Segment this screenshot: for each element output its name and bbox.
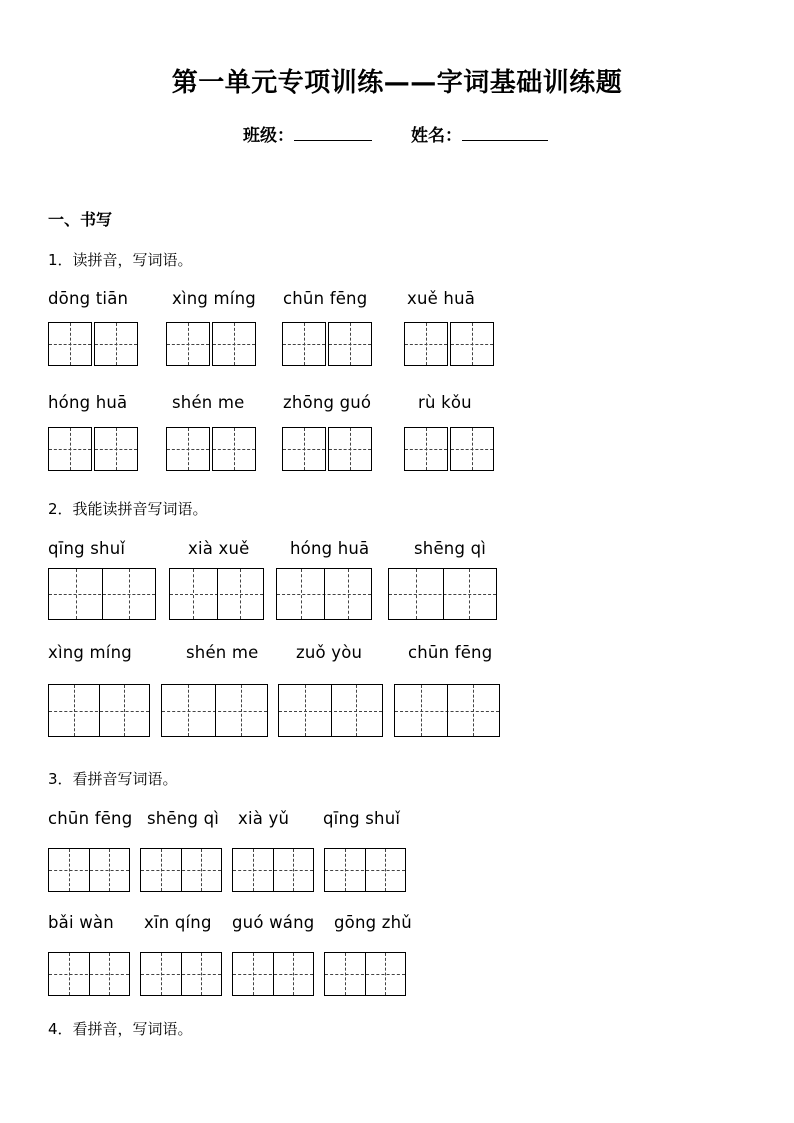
writing-grid[interactable] <box>48 568 156 620</box>
pinyin-label: shén me <box>186 643 259 662</box>
pinyin-label: xuě huā <box>407 289 476 308</box>
pinyin-label: gōng zhǔ <box>334 913 412 932</box>
writing-grid[interactable] <box>324 952 406 996</box>
class-blank[interactable] <box>294 124 372 141</box>
pinyin-label: qīng shuǐ <box>323 809 401 828</box>
writing-grid[interactable] <box>48 952 130 996</box>
pinyin-label: rù kǒu <box>418 393 472 412</box>
page-title: 第一单元专项训练——字词基础训练题 <box>171 68 623 98</box>
section-heading: 一、书写 <box>48 210 113 229</box>
pinyin-label: chūn fēng <box>48 809 133 828</box>
pinyin-label: shēng qì <box>147 809 220 828</box>
pinyin-label: chūn fēng <box>283 289 368 308</box>
question-1-prompt: 1．读拼音，写词语。 <box>48 251 193 269</box>
name-label: 姓名： <box>411 126 462 146</box>
pinyin-label: guó wáng <box>232 913 315 932</box>
writing-grid[interactable] <box>278 684 383 737</box>
class-field <box>243 121 372 146</box>
writing-grid[interactable] <box>404 322 494 366</box>
writing-grid[interactable] <box>404 427 494 471</box>
writing-grid[interactable] <box>140 848 222 892</box>
pinyin-label: zhōng guó <box>283 393 372 412</box>
writing-grid[interactable] <box>161 684 268 737</box>
pinyin-label: dōng tiān <box>48 289 129 308</box>
writing-grid[interactable] <box>388 568 497 620</box>
pinyin-label: xià yǔ <box>238 809 290 828</box>
name-field <box>411 121 548 146</box>
question-4-prompt: 4．看拼音，写词语。 <box>48 1020 193 1038</box>
writing-grid[interactable] <box>232 848 314 892</box>
question-2-prompt: 2．我能读拼音写词语。 <box>48 500 208 518</box>
pinyin-label: shēng qì <box>414 539 487 558</box>
pinyin-label: chūn fēng <box>408 643 493 662</box>
name-blank[interactable] <box>462 124 548 141</box>
writing-grid[interactable] <box>48 684 150 737</box>
writing-grid[interactable] <box>48 848 130 892</box>
pinyin-label: shén me <box>172 393 245 412</box>
question-3-prompt: 3．看拼音写词语。 <box>48 770 178 788</box>
pinyin-label: xìng míng <box>48 643 132 662</box>
writing-grid[interactable] <box>394 684 500 737</box>
pinyin-label: xià xuě <box>188 539 250 558</box>
pinyin-label: bǎi wàn <box>48 913 114 932</box>
writing-grid[interactable] <box>166 322 256 366</box>
writing-grid[interactable] <box>276 568 372 620</box>
pinyin-label: hóng huā <box>48 393 128 412</box>
pinyin-label: xìng míng <box>172 289 256 308</box>
writing-grid[interactable] <box>48 427 138 471</box>
pinyin-label: hóng huā <box>290 539 370 558</box>
writing-grid[interactable] <box>166 427 256 471</box>
class-label: 班级： <box>243 126 294 146</box>
pinyin-label: zuǒ yòu <box>296 643 363 662</box>
writing-grid[interactable] <box>169 568 264 620</box>
writing-grid[interactable] <box>232 952 314 996</box>
pinyin-label: xīn qíng <box>144 913 212 932</box>
pinyin-label: qīng shuǐ <box>48 539 126 558</box>
writing-grid[interactable] <box>282 322 372 366</box>
writing-grid[interactable] <box>140 952 222 996</box>
writing-grid[interactable] <box>48 322 138 366</box>
writing-grid[interactable] <box>282 427 372 471</box>
writing-grid[interactable] <box>324 848 406 892</box>
